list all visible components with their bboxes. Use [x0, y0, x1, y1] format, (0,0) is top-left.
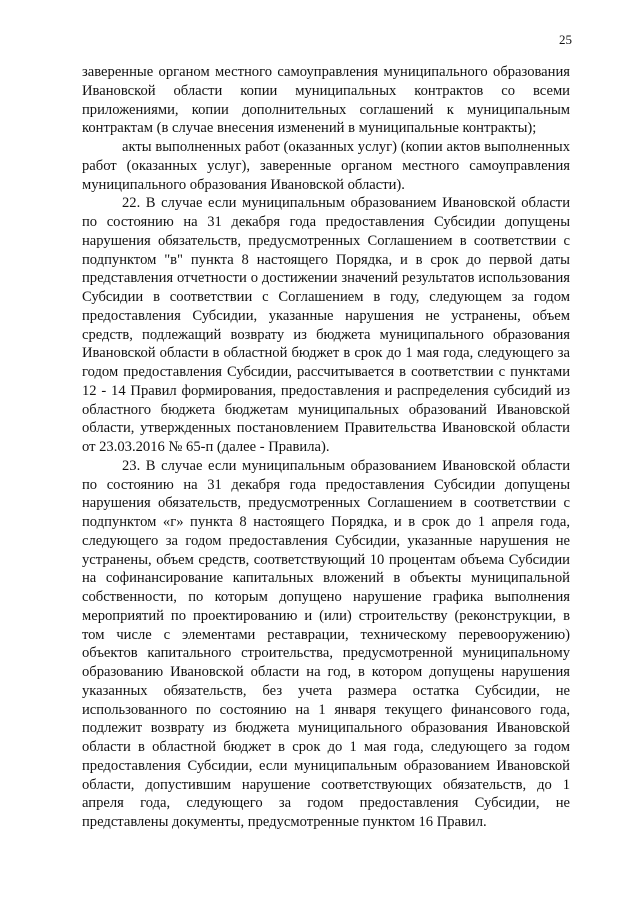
document-body — [82, 63, 570, 832]
paragraph-acts-of-work: акты выполненных работ (оказанных услуг) (копии актов выполненных работ (оказанных услуг), заверенные органом местного самоуправления муниципального образования Ивановской области). — [82, 139, 570, 193]
page-number: 25 — [559, 32, 572, 47]
paragraph-contracts-copies: заверенные органом местного самоуправления муниципального образования Ивановской области копии муниципальных контрактов со всеми приложениями, копии дополнительных соглашений к муниципальным контрактам (в случае внесения изменений в муниципальные контракты); — [82, 64, 570, 137]
paragraph-clause-23: 23. В случае если муниципальным образованием Ивановской области по состоянию на 31 декабря года предоставления Субсидии допущены нарушения обязательств, предусмотренных Соглашением в соответствии с подпунктом «г» пункта 8 настоящего Порядка, и в срок до 1 апреля года, следующего за годом предоставления Субсидии, указанные нарушения не устранены, объем средств, соответствующий 10 процентам объема Субсидии на софинансирование капитальных вложений в объекты муниципальной собственности, по которым допущено нарушение графика выполнения мероприятий по проектированию и (или) строительству (реконструкции, в том числе с элементами реставрации, техническому перевооружению) объектов капитального строительства, предусмотренной муниципальному образованию Ивановской области на год, в котором допущены нарушения указанных обязательств, без учета размера остатка Субсидии, не использованного по состоянию на 1 января текущего финансового года, подлежит возврату из бюджета муниципального образования Ивановской области в областной бюджет в срок до 1 мая года, следующего за годом предоставления Субсидии, если муниципальным образованием Ивановской области, допустившим нарушение соответствующих обязательств, до 1 апреля года, следующего за годом предоставления Субсидии, не представлены документы, предусмотренные пунктом 16 Правил. — [82, 457, 570, 830]
paragraph-clause-22: 22. В случае если муниципальным образованием Ивановской области по состоянию на 31 декабря года предоставления Субсидии допущены нарушения обязательств, предусмотренных Соглашением в соответствии с подпунктом "в" пункта 8 настоящего Порядка, и в срок до первой даты представления отчетности о достижении значений результатов использования Субсидии в соответствии с Соглашением в году, следующем за годом предоставления Субсидии, указанные нарушения не устранены, объем средств, подлежащий возврату из бюджета муниципального образования Ивановской области в областной бюджет в срок до 1 мая года, следующего за годом предоставления Субсидии, рассчитывается в соответствии с пунктами 12 - 14 Правил формирования, предоставления и распределения субсидий из областного бюджета бюджетам муниципальных образований Ивановской области, утвержденных постановлением Правительства Ивановской области от 23.03.2016 № 65-п (далее - Правила). — [82, 195, 570, 455]
